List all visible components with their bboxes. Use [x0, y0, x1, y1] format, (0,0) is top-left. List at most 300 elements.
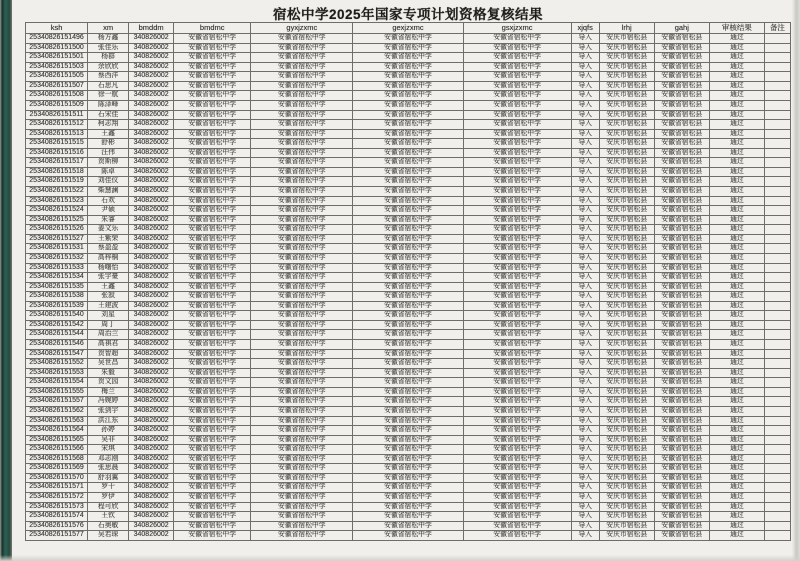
- cell-bz: [764, 301, 790, 311]
- cell-gexjzxmc: 安徽省宿松中学: [353, 72, 463, 82]
- cell-lrhj: 安庆市宿松县: [599, 196, 654, 206]
- cell-xm: 陈泽峰: [88, 100, 129, 110]
- cell-bz: [764, 416, 790, 426]
- table-row: [26, 445, 791, 455]
- cell-lrhj: 安庆市宿松县: [599, 234, 654, 244]
- cell-gsxjzxmc: 安徽省宿松中学: [463, 378, 571, 388]
- cell-xjqfs: 导入: [571, 378, 599, 388]
- cell-gyxjzxmc: 安徽省宿松中学: [251, 483, 353, 493]
- cell-lrhj: 安庆市宿松县: [599, 473, 654, 483]
- cell-bmdmc: 安徽省宿松中学: [174, 464, 251, 474]
- column-header-gyxjzxmc: gyxjzxmc: [251, 23, 353, 34]
- cell-xjqfs: 导入: [571, 521, 599, 531]
- cell-lrhj: 安庆市宿松县: [599, 177, 654, 187]
- cell-xjqfs: 导入: [571, 148, 599, 158]
- cell-gyxjzxmc: 安徽省宿松中学: [251, 502, 353, 512]
- cell-shjg: 通过: [709, 187, 764, 197]
- table-row: [26, 426, 791, 436]
- cell-bz: [764, 225, 790, 235]
- cell-shjg: 通过: [709, 521, 764, 531]
- cell-gexjzxmc: 安徽省宿松中学: [353, 406, 463, 416]
- cell-shjg: 通过: [709, 330, 764, 340]
- cell-gahj: 安徽省宿松县: [654, 387, 709, 397]
- cell-bmdmc: 安徽省宿松中学: [174, 139, 251, 149]
- cell-gahj: 安徽省宿松县: [654, 225, 709, 235]
- cell-gexjzxmc: 安徽省宿松中学: [353, 521, 463, 531]
- cell-bmddm: 340826002: [129, 464, 174, 474]
- cell-gyxjzxmc: 安徽省宿松中学: [251, 454, 353, 464]
- cell-bmdmc: 安徽省宿松中学: [174, 148, 251, 158]
- table-row: [26, 206, 791, 216]
- table-row: [26, 100, 791, 110]
- cell-bmddm: 340826002: [129, 311, 174, 321]
- cell-ksh: 25340826151571: [26, 483, 88, 493]
- cell-shjg: 通过: [709, 493, 764, 503]
- cell-gexjzxmc: 安徽省宿松中学: [353, 34, 463, 44]
- cell-xjqfs: 导入: [571, 282, 599, 292]
- cell-gyxjzxmc: 安徽省宿松中学: [251, 139, 353, 149]
- table-row: [26, 273, 791, 283]
- cell-gsxjzxmc: 安徽省宿松中学: [463, 148, 571, 158]
- cell-gexjzxmc: 安徽省宿松中学: [353, 359, 463, 369]
- cell-ksh: 25340826151496: [26, 34, 88, 44]
- cell-xm: 贺文园: [88, 378, 129, 388]
- cell-xjqfs: 导入: [571, 110, 599, 120]
- column-header-gsxjzxmc: gsxjzxmc: [463, 23, 571, 34]
- cell-lrhj: 安庆市宿松县: [599, 62, 654, 72]
- cell-bz: [764, 167, 790, 177]
- cell-lrhj: 安庆市宿松县: [599, 292, 654, 302]
- cell-gyxjzxmc: 安徽省宿松中学: [251, 340, 353, 350]
- cell-xm: 贺斯柳: [88, 158, 129, 168]
- cell-gexjzxmc: 安徽省宿松中学: [353, 81, 463, 91]
- cell-gsxjzxmc: 安徽省宿松中学: [463, 359, 571, 369]
- cell-bz: [764, 387, 790, 397]
- cell-gexjzxmc: 安徽省宿松中学: [353, 253, 463, 263]
- cell-gyxjzxmc: 安徽省宿松中学: [251, 91, 353, 101]
- cell-shjg: 通过: [709, 273, 764, 283]
- cell-gahj: 安徽省宿松县: [654, 292, 709, 302]
- cell-xjqfs: 导入: [571, 53, 599, 63]
- cell-ksh: 25340826151577: [26, 531, 88, 541]
- cell-bmddm: 340826002: [129, 177, 174, 187]
- cell-bz: [764, 43, 790, 53]
- cell-bmdmc: 安徽省宿松中学: [174, 406, 251, 416]
- cell-gahj: 安徽省宿松县: [654, 43, 709, 53]
- cell-xm: 汪伟: [88, 148, 129, 158]
- cell-bmddm: 340826002: [129, 435, 174, 445]
- cell-gahj: 安徽省宿松县: [654, 62, 709, 72]
- cell-gsxjzxmc: 安徽省宿松中学: [463, 43, 571, 53]
- cell-lrhj: 安庆市宿松县: [599, 81, 654, 91]
- cell-xm: 蔡盈盈: [88, 244, 129, 254]
- cell-shjg: 通过: [709, 234, 764, 244]
- cell-bmddm: 340826002: [129, 139, 174, 149]
- cell-xjqfs: 导入: [571, 72, 599, 82]
- table-row: [26, 244, 791, 254]
- cell-lrhj: 安庆市宿松县: [599, 521, 654, 531]
- cell-xm: 周治兰: [88, 330, 129, 340]
- table-row: [26, 502, 791, 512]
- cell-xm: 石宋佳: [88, 110, 129, 120]
- cell-ksh: 25340826151569: [26, 464, 88, 474]
- cell-gexjzxmc: 安徽省宿松中学: [353, 454, 463, 464]
- cell-gexjzxmc: 安徽省宿松中学: [353, 512, 463, 522]
- cell-bz: [764, 512, 790, 522]
- cell-lrhj: 安庆市宿松县: [599, 397, 654, 407]
- cell-gexjzxmc: 安徽省宿松中学: [353, 378, 463, 388]
- table-row: [26, 253, 791, 263]
- cell-xjqfs: 导入: [571, 215, 599, 225]
- cell-lrhj: 安庆市宿松县: [599, 91, 654, 101]
- cell-bmddm: 340826002: [129, 378, 174, 388]
- cell-bmdmc: 安徽省宿松中学: [174, 426, 251, 436]
- cell-bz: [764, 139, 790, 149]
- cell-gyxjzxmc: 安徽省宿松中学: [251, 129, 353, 139]
- cell-gahj: 安徽省宿松县: [654, 177, 709, 187]
- cell-gsxjzxmc: 安徽省宿松中学: [463, 273, 571, 283]
- cell-ksh: 25340826151544: [26, 330, 88, 340]
- cell-bmdmc: 安徽省宿松中学: [174, 349, 251, 359]
- cell-bz: [764, 378, 790, 388]
- cell-ksh: 25340826151539: [26, 301, 88, 311]
- cell-bz: [764, 120, 790, 130]
- cell-lrhj: 安庆市宿松县: [599, 139, 654, 149]
- cell-lrhj: 安庆市宿松县: [599, 167, 654, 177]
- cell-lrhj: 安庆市宿松县: [599, 34, 654, 44]
- cell-xjqfs: 导入: [571, 301, 599, 311]
- cell-shjg: 通过: [709, 148, 764, 158]
- cell-xm: 王紫荣: [88, 234, 129, 244]
- cell-gsxjzxmc: 安徽省宿松中学: [463, 34, 571, 44]
- cell-lrhj: 安庆市宿松县: [599, 100, 654, 110]
- cell-gexjzxmc: 安徽省宿松中学: [353, 62, 463, 72]
- cell-gexjzxmc: 安徽省宿松中学: [353, 91, 463, 101]
- cell-gyxjzxmc: 安徽省宿松中学: [251, 320, 353, 330]
- cell-gyxjzxmc: 安徽省宿松中学: [251, 206, 353, 216]
- cell-shjg: 通过: [709, 416, 764, 426]
- cell-ksh: 25340826151573: [26, 502, 88, 512]
- table-row: [26, 72, 791, 82]
- cell-gahj: 安徽省宿松县: [654, 397, 709, 407]
- cell-bmddm: 340826002: [129, 100, 174, 110]
- cell-ksh: 25340826151519: [26, 177, 88, 187]
- cell-xm: 王钦: [88, 512, 129, 522]
- cell-xjqfs: 导入: [571, 34, 599, 44]
- cell-xjqfs: 导入: [571, 263, 599, 273]
- cell-bz: [764, 148, 790, 158]
- cell-ksh: 25340826151518: [26, 167, 88, 177]
- cell-shjg: 通过: [709, 426, 764, 436]
- cell-ksh: 25340826151565: [26, 435, 88, 445]
- cell-xm: 邓志刚: [88, 454, 129, 464]
- cell-xjqfs: 导入: [571, 311, 599, 321]
- cell-gsxjzxmc: 安徽省宿松中学: [463, 215, 571, 225]
- cell-xm: 姜文乐: [88, 225, 129, 235]
- cell-gsxjzxmc: 安徽省宿松中学: [463, 521, 571, 531]
- cell-shjg: 通过: [709, 387, 764, 397]
- cell-bmdmc: 安徽省宿松中学: [174, 301, 251, 311]
- cell-shjg: 通过: [709, 359, 764, 369]
- cell-ksh: 25340826151546: [26, 340, 88, 350]
- cell-gexjzxmc: 安徽省宿松中学: [353, 158, 463, 168]
- cell-gyxjzxmc: 安徽省宿松中学: [251, 72, 353, 82]
- cell-xm: 朱睿: [88, 215, 129, 225]
- cell-gahj: 安徽省宿松县: [654, 72, 709, 82]
- cell-xjqfs: 导入: [571, 445, 599, 455]
- table-row: [26, 521, 791, 531]
- cell-lrhj: 安庆市宿松县: [599, 53, 654, 63]
- table-row: [26, 320, 791, 330]
- cell-xjqfs: 导入: [571, 196, 599, 206]
- table-row: [26, 512, 791, 522]
- cell-bz: [764, 397, 790, 407]
- cell-gsxjzxmc: 安徽省宿松中学: [463, 100, 571, 110]
- cell-shjg: 通过: [709, 81, 764, 91]
- cell-xjqfs: 导入: [571, 330, 599, 340]
- cell-xjqfs: 导入: [571, 435, 599, 445]
- cell-shjg: 通过: [709, 244, 764, 254]
- cell-xjqfs: 导入: [571, 502, 599, 512]
- cell-gyxjzxmc: 安徽省宿松中学: [251, 464, 353, 474]
- cell-xm: 张寂: [88, 292, 129, 302]
- cell-xjqfs: 导入: [571, 273, 599, 283]
- cell-gyxjzxmc: 安徽省宿松中学: [251, 473, 353, 483]
- table-row: [26, 215, 791, 225]
- cell-shjg: 通过: [709, 139, 764, 149]
- table-row: [26, 483, 791, 493]
- cell-xm: 张佳乐: [88, 43, 129, 53]
- cell-bz: [764, 100, 790, 110]
- cell-gsxjzxmc: 安徽省宿松中学: [463, 445, 571, 455]
- cell-lrhj: 安庆市宿松县: [599, 320, 654, 330]
- cell-bz: [764, 311, 790, 321]
- cell-gahj: 安徽省宿松县: [654, 464, 709, 474]
- cell-gsxjzxmc: 安徽省宿松中学: [463, 387, 571, 397]
- cell-gsxjzxmc: 安徽省宿松中学: [463, 139, 571, 149]
- cell-xjqfs: 导入: [571, 225, 599, 235]
- cell-lrhj: 安庆市宿松县: [599, 263, 654, 273]
- cell-shjg: 通过: [709, 311, 764, 321]
- table-row: [26, 340, 791, 350]
- cell-ksh: 25340826151574: [26, 512, 88, 522]
- cell-bmdmc: 安徽省宿松中学: [174, 473, 251, 483]
- cell-bmddm: 340826002: [129, 206, 174, 216]
- cell-xm: 洪江东: [88, 416, 129, 426]
- cell-shjg: 通过: [709, 349, 764, 359]
- cell-gexjzxmc: 安徽省宿松中学: [353, 426, 463, 436]
- cell-xm: 程可欣: [88, 502, 129, 512]
- cell-ksh: 25340826151533: [26, 263, 88, 273]
- cell-bz: [764, 483, 790, 493]
- cell-xjqfs: 导入: [571, 512, 599, 522]
- cell-gyxjzxmc: 安徽省宿松中学: [251, 282, 353, 292]
- table-row: [26, 531, 791, 541]
- cell-gsxjzxmc: 安徽省宿松中学: [463, 292, 571, 302]
- cell-shjg: 通过: [709, 158, 764, 168]
- cell-bz: [764, 196, 790, 206]
- cell-bmdmc: 安徽省宿松中学: [174, 282, 251, 292]
- results-table: [25, 22, 791, 541]
- cell-bmdmc: 安徽省宿松中学: [174, 62, 251, 72]
- cell-gyxjzxmc: 安徽省宿松中学: [251, 426, 353, 436]
- cell-gahj: 安徽省宿松县: [654, 148, 709, 158]
- table-row: [26, 34, 791, 44]
- column-header-bmddm: bmddm: [129, 23, 174, 34]
- cell-shjg: 通过: [709, 483, 764, 493]
- cell-xm: 柴慧澜: [88, 187, 129, 197]
- table-row: [26, 158, 791, 168]
- table-row: [26, 349, 791, 359]
- cell-shjg: 通过: [709, 196, 764, 206]
- cell-lrhj: 安庆市宿松县: [599, 359, 654, 369]
- cell-bz: [764, 273, 790, 283]
- binding-strip: [0, 0, 12, 561]
- cell-gsxjzxmc: 安徽省宿松中学: [463, 493, 571, 503]
- cell-shjg: 通过: [709, 62, 764, 72]
- cell-gahj: 安徽省宿松县: [654, 100, 709, 110]
- cell-gahj: 安徽省宿松县: [654, 521, 709, 531]
- column-header-gexjzxmc: gexjzxmc: [353, 23, 463, 34]
- page-title: 宿松中学2025年国家专项计划资格复核结果: [272, 7, 544, 22]
- cell-ksh: 25340826151570: [26, 473, 88, 483]
- cell-xm: 吴若琛: [88, 531, 129, 541]
- cell-bmddm: 340826002: [129, 53, 174, 63]
- cell-gyxjzxmc: 安徽省宿松中学: [251, 330, 353, 340]
- cell-gexjzxmc: 安徽省宿松中学: [353, 53, 463, 63]
- cell-shjg: 通过: [709, 91, 764, 101]
- cell-shjg: 通过: [709, 225, 764, 235]
- table-row: [26, 53, 791, 63]
- cell-lrhj: 安庆市宿松县: [599, 43, 654, 53]
- cell-bmddm: 340826002: [129, 129, 174, 139]
- cell-gsxjzxmc: 安徽省宿松中学: [463, 340, 571, 350]
- cell-ksh: 25340826151564: [26, 426, 88, 436]
- cell-bz: [764, 234, 790, 244]
- cell-bmdmc: 安徽省宿松中学: [174, 416, 251, 426]
- cell-shjg: 通过: [709, 43, 764, 53]
- cell-gexjzxmc: 安徽省宿松中学: [353, 320, 463, 330]
- cell-gexjzxmc: 安徽省宿松中学: [353, 282, 463, 292]
- cell-bmddm: 340826002: [129, 120, 174, 130]
- table-row: [26, 397, 791, 407]
- cell-gyxjzxmc: 安徽省宿松中学: [251, 158, 353, 168]
- cell-gexjzxmc: 安徽省宿松中学: [353, 464, 463, 474]
- cell-lrhj: 安庆市宿松县: [599, 512, 654, 522]
- cell-shjg: 通过: [709, 167, 764, 177]
- cell-gahj: 安徽省宿松县: [654, 167, 709, 177]
- cell-ksh: 25340826151532: [26, 253, 88, 263]
- cell-bmddm: 340826002: [129, 521, 174, 531]
- cell-gyxjzxmc: 安徽省宿松中学: [251, 253, 353, 263]
- cell-bmdmc: 安徽省宿松中学: [174, 110, 251, 120]
- cell-gahj: 安徽省宿松县: [654, 320, 709, 330]
- cell-xm: 王鑫: [88, 282, 129, 292]
- cell-bmdmc: 安徽省宿松中学: [174, 263, 251, 273]
- cell-bmddm: 340826002: [129, 196, 174, 206]
- cell-xm: 徐一航: [88, 91, 129, 101]
- cell-gyxjzxmc: 安徽省宿松中学: [251, 368, 353, 378]
- cell-bmdmc: 安徽省宿松中学: [174, 378, 251, 388]
- cell-gexjzxmc: 安徽省宿松中学: [353, 416, 463, 426]
- cell-gahj: 安徽省宿松县: [654, 349, 709, 359]
- cell-gyxjzxmc: 安徽省宿松中学: [251, 292, 353, 302]
- cell-lrhj: 安庆市宿松县: [599, 110, 654, 120]
- cell-lrhj: 安庆市宿松县: [599, 493, 654, 503]
- cell-bz: [764, 320, 790, 330]
- cell-bmdmc: 安徽省宿松中学: [174, 368, 251, 378]
- table-row: [26, 368, 791, 378]
- cell-gahj: 安徽省宿松县: [654, 215, 709, 225]
- cell-gexjzxmc: 安徽省宿松中学: [353, 531, 463, 541]
- cell-bmddm: 340826002: [129, 349, 174, 359]
- cell-xjqfs: 导入: [571, 206, 599, 216]
- column-header-bmdmc: bmdmc: [174, 23, 251, 34]
- cell-bmddm: 340826002: [129, 445, 174, 455]
- table-row: [26, 301, 791, 311]
- cell-lrhj: 安庆市宿松县: [599, 531, 654, 541]
- cell-bmddm: 340826002: [129, 301, 174, 311]
- cell-gyxjzxmc: 安徽省宿松中学: [251, 263, 353, 273]
- cell-gsxjzxmc: 安徽省宿松中学: [463, 244, 571, 254]
- cell-bmdmc: 安徽省宿松中学: [174, 359, 251, 369]
- cell-bmdmc: 安徽省宿松中学: [174, 512, 251, 522]
- cell-bz: [764, 349, 790, 359]
- cell-bmdmc: 安徽省宿松中学: [174, 244, 251, 254]
- cell-xjqfs: 导入: [571, 167, 599, 177]
- cell-gahj: 安徽省宿松县: [654, 512, 709, 522]
- cell-gexjzxmc: 安徽省宿松中学: [353, 234, 463, 244]
- table-row: [26, 378, 791, 388]
- cell-gahj: 安徽省宿松县: [654, 435, 709, 445]
- cell-ksh: 25340826151562: [26, 406, 88, 416]
- cell-bz: [764, 292, 790, 302]
- cell-gexjzxmc: 安徽省宿松中学: [353, 206, 463, 216]
- table-row: [26, 473, 791, 483]
- cell-lrhj: 安庆市宿松县: [599, 483, 654, 493]
- cell-gsxjzxmc: 安徽省宿松中学: [463, 263, 571, 273]
- cell-bz: [764, 330, 790, 340]
- cell-ksh: 25340826151517: [26, 158, 88, 168]
- cell-gexjzxmc: 安徽省宿松中学: [353, 177, 463, 187]
- cell-gsxjzxmc: 安徽省宿松中学: [463, 129, 571, 139]
- cell-shjg: 通过: [709, 320, 764, 330]
- cell-bmddm: 340826002: [129, 416, 174, 426]
- cell-gsxjzxmc: 安徽省宿松中学: [463, 349, 571, 359]
- cell-xjqfs: 导入: [571, 359, 599, 369]
- cell-bmdmc: 安徽省宿松中学: [174, 167, 251, 177]
- table-row: [26, 454, 791, 464]
- cell-gsxjzxmc: 安徽省宿松中学: [463, 196, 571, 206]
- cell-gexjzxmc: 安徽省宿松中学: [353, 473, 463, 483]
- cell-gahj: 安徽省宿松县: [654, 282, 709, 292]
- cell-xm: 舒彬: [88, 139, 129, 149]
- cell-xm: 孙婷: [88, 426, 129, 436]
- cell-gahj: 安徽省宿松县: [654, 187, 709, 197]
- cell-gexjzxmc: 安徽省宿松中学: [353, 273, 463, 283]
- table-row: [26, 196, 791, 206]
- cell-bz: [764, 34, 790, 44]
- cell-lrhj: 安庆市宿松县: [599, 445, 654, 455]
- cell-xm: 石思凡: [88, 81, 129, 91]
- cell-gexjzxmc: 安徽省宿松中学: [353, 502, 463, 512]
- cell-bz: [764, 81, 790, 91]
- cell-bmddm: 340826002: [129, 167, 174, 177]
- cell-bz: [764, 215, 790, 225]
- cell-lrhj: 安庆市宿松县: [599, 206, 654, 216]
- cell-shjg: 通过: [709, 473, 764, 483]
- cell-bmdmc: 安徽省宿松中学: [174, 206, 251, 216]
